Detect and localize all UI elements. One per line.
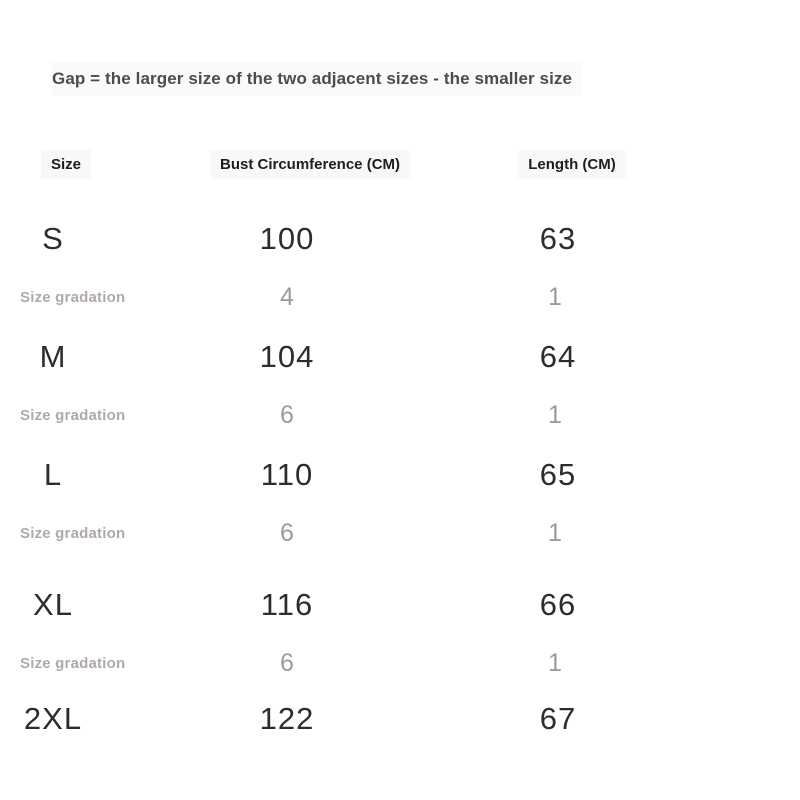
length-value-cell: 64 <box>539 339 577 374</box>
bust-gradation-cell: 6 <box>280 400 294 429</box>
gradation-label: Size gradation <box>20 524 126 542</box>
gradation-label: Size gradation <box>20 406 126 424</box>
length-gradation-cell: 1 <box>548 518 562 547</box>
length-value-cell: 65 <box>539 457 577 492</box>
bust-value-cell: 104 <box>259 339 315 374</box>
size-row <box>0 574 690 636</box>
bust-value-cell: 110 <box>260 457 314 492</box>
gradation-label: Size gradation <box>20 288 126 306</box>
bust-gradation-cell: 4 <box>280 282 294 311</box>
size-row <box>0 326 690 388</box>
gradation-row <box>0 646 690 680</box>
length-value-cell: 66 <box>539 587 577 622</box>
size-row <box>0 208 690 270</box>
size-row <box>0 444 690 506</box>
size-cell: L <box>43 457 63 492</box>
size-cell: S <box>42 221 64 256</box>
bust-gradation-cell: 6 <box>280 648 294 677</box>
size-cell: 2XL <box>23 701 83 736</box>
column-header-length: Length (CM) <box>518 150 625 179</box>
size-table <box>0 146 690 750</box>
length-value-cell: 67 <box>539 701 577 736</box>
length-gradation-cell: 1 <box>548 282 562 311</box>
size-cell: M <box>39 339 67 374</box>
bust-value-cell: 116 <box>260 587 314 622</box>
column-header-size: Size <box>41 150 91 179</box>
length-gradation-cell: 1 <box>548 400 562 429</box>
length-gradation-cell: 1 <box>548 648 562 677</box>
bust-gradation-cell: 6 <box>280 518 294 547</box>
bust-value-cell: 100 <box>259 221 315 256</box>
bust-value-cell: 122 <box>259 701 315 736</box>
size-row <box>0 688 690 750</box>
gradation-row <box>0 398 690 432</box>
column-header-bust-circumference: Bust Circumference (CM) <box>210 150 410 179</box>
length-value-cell: 63 <box>539 221 577 256</box>
gradation-row <box>0 516 690 550</box>
size-cell: XL <box>33 587 73 622</box>
table-header-row <box>0 146 690 182</box>
gradation-label: Size gradation <box>20 654 126 672</box>
gradation-row <box>0 280 690 314</box>
gap-definition-note: Gap = the larger size of the two adjacent sizes - the smaller size <box>52 62 582 96</box>
